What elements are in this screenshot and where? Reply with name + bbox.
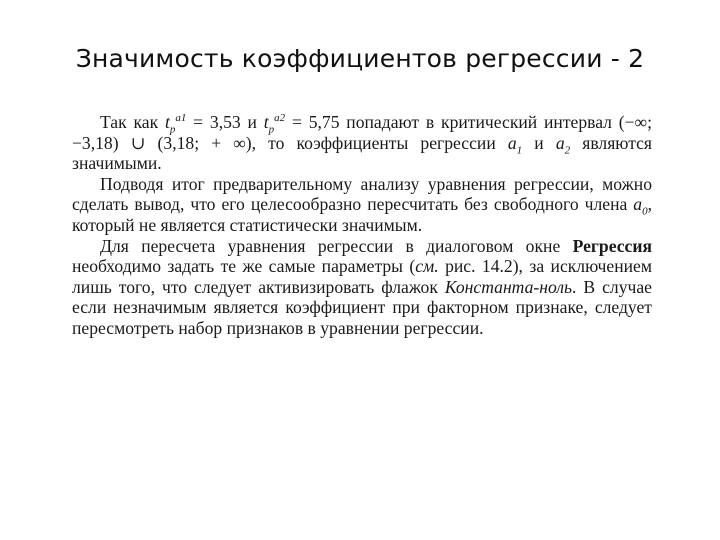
text-run: и — [522, 132, 556, 153]
coef-a0: $a_0$ — [633, 194, 648, 218]
text-run: . В случае если незначимым является коэффициент при факторном признаке, следует пересмотреть набор признаков в уравнении регрессии. — [72, 276, 652, 338]
text-run: необходимо задать те же самые параметры ( — [72, 256, 416, 277]
paragraph-2 — [72, 174, 652, 236]
checkbox-name: Константа-ноль — [444, 276, 573, 297]
dialog-name: Регрессия — [572, 235, 652, 256]
text-run: = 3,53 и — [186, 112, 264, 132]
body-text — [72, 112, 652, 339]
t-statistic-a1: $t_p^{a1}$ — [164, 112, 187, 136]
text-run: = 5,75 попадают в критический интервал (−∞; −3,18) ∪ (3,18; + ∞), то коэффициенты регрессии — [72, 112, 652, 153]
text-run: Для пересчета уравнения регрессии в диалоговом окне — [100, 235, 573, 256]
t-statistic-a2: $t_p^{a2}$ — [263, 112, 286, 136]
text-run: являются значимыми. — [72, 132, 652, 174]
coef-a2: $a_2$ — [555, 132, 571, 157]
text-run: , который не является статистически значимым. — [72, 194, 652, 235]
coef-a1: $a_1$ — [507, 132, 523, 157]
text-run: Так как — [100, 112, 165, 132]
text-run: Подводя итог предварительному анализу уравнения регрессии, можно сделать вывод, что его целесообразно пересчитать без свободного члена — [72, 173, 652, 215]
text-run: рис. 14.2), за исключением лишь того, что следует активизировать флажок — [72, 256, 652, 297]
paragraph-3 — [72, 236, 652, 339]
see-abbr: см. — [415, 256, 439, 277]
slide-title: Значимость коэффициентов регрессии - 2 — [75, 44, 645, 73]
paragraph-1 — [72, 112, 652, 174]
